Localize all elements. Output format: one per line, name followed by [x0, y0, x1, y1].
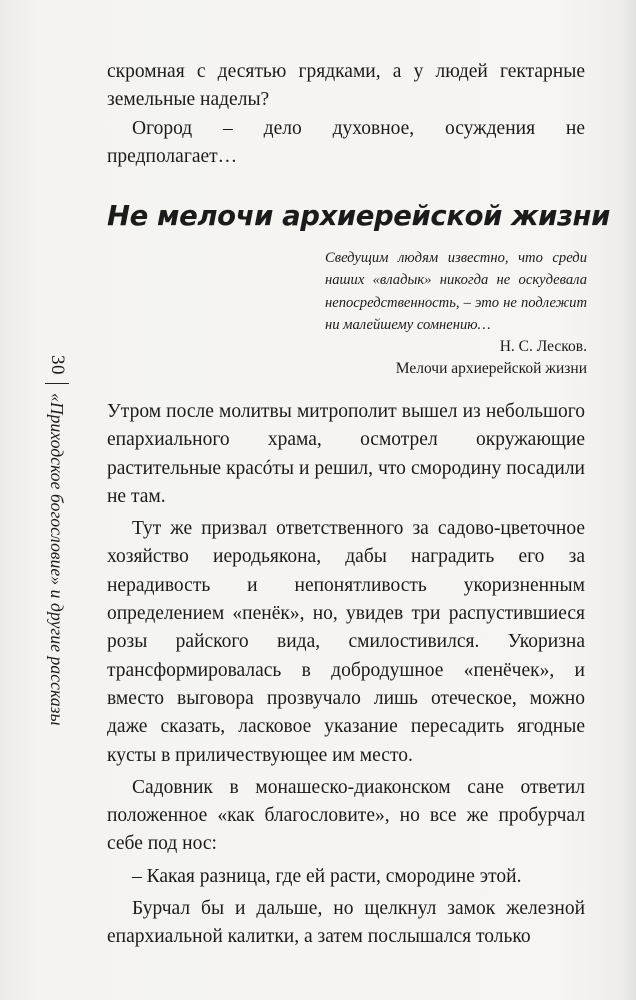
- paragraph: Садовник в монашеско-диаконском сане ответил положенное «как благословите», но все же пробурчал себе под нос:: [107, 776, 585, 855]
- paragraph: – Какая разница, где ей расти, смородине этой.: [132, 865, 522, 887]
- running-header: [28, 355, 68, 785]
- paragraph: Тут же призвал ответственного за садово-цветочное хозяйство иеродьякона, дабы наградить его за нерадивость и непонятливость укоризненным определением «пенёк», но, увидев три распустившиеся розы райского вида, смилостивился. Укоризна трансформировалась в добродушное «пенёчек», и вместо выговора прозвучало лишь отеческое, можно даже сказать, ласковое указание пересадить ягодные кусты в приличествующее им место.: [107, 518, 585, 766]
- top-text-block: [107, 58, 585, 171]
- epigraph-source: Мелочи архиерейской жизни: [395, 360, 587, 378]
- paragraph: скромная с десятью грядками, а у людей гектарные земельные наделы?: [107, 61, 585, 111]
- epigraph: [325, 247, 587, 381]
- epigraph-quote: Сведущим людям известно, что среди наших «владык» никогда не оскудевала непосредственность, – это не подлежит ни малейшему сомнению…: [325, 250, 587, 333]
- epigraph-author: Н. С. Лесков.: [499, 338, 587, 356]
- main-text-block: [107, 398, 585, 956]
- page-number: 30: [45, 355, 69, 384]
- chapter-heading: Не мелочи архиерейской жизни: [107, 200, 611, 232]
- paragraph: Бурчал бы и дальше, но щелкнул замок железной епархиальной калитки, а затем послышался только: [107, 898, 585, 948]
- running-title: «Приходское богословие» и другие рассказы: [47, 393, 68, 726]
- paragraph: Огород – дело духовное, осуждения не предполагает…: [107, 117, 585, 167]
- paragraph: Утром после молитвы митрополит вышел из небольшого епархиального храма, осмотрел окружающие растительные красóты и решил, что смородину посадили не там.: [107, 401, 585, 507]
